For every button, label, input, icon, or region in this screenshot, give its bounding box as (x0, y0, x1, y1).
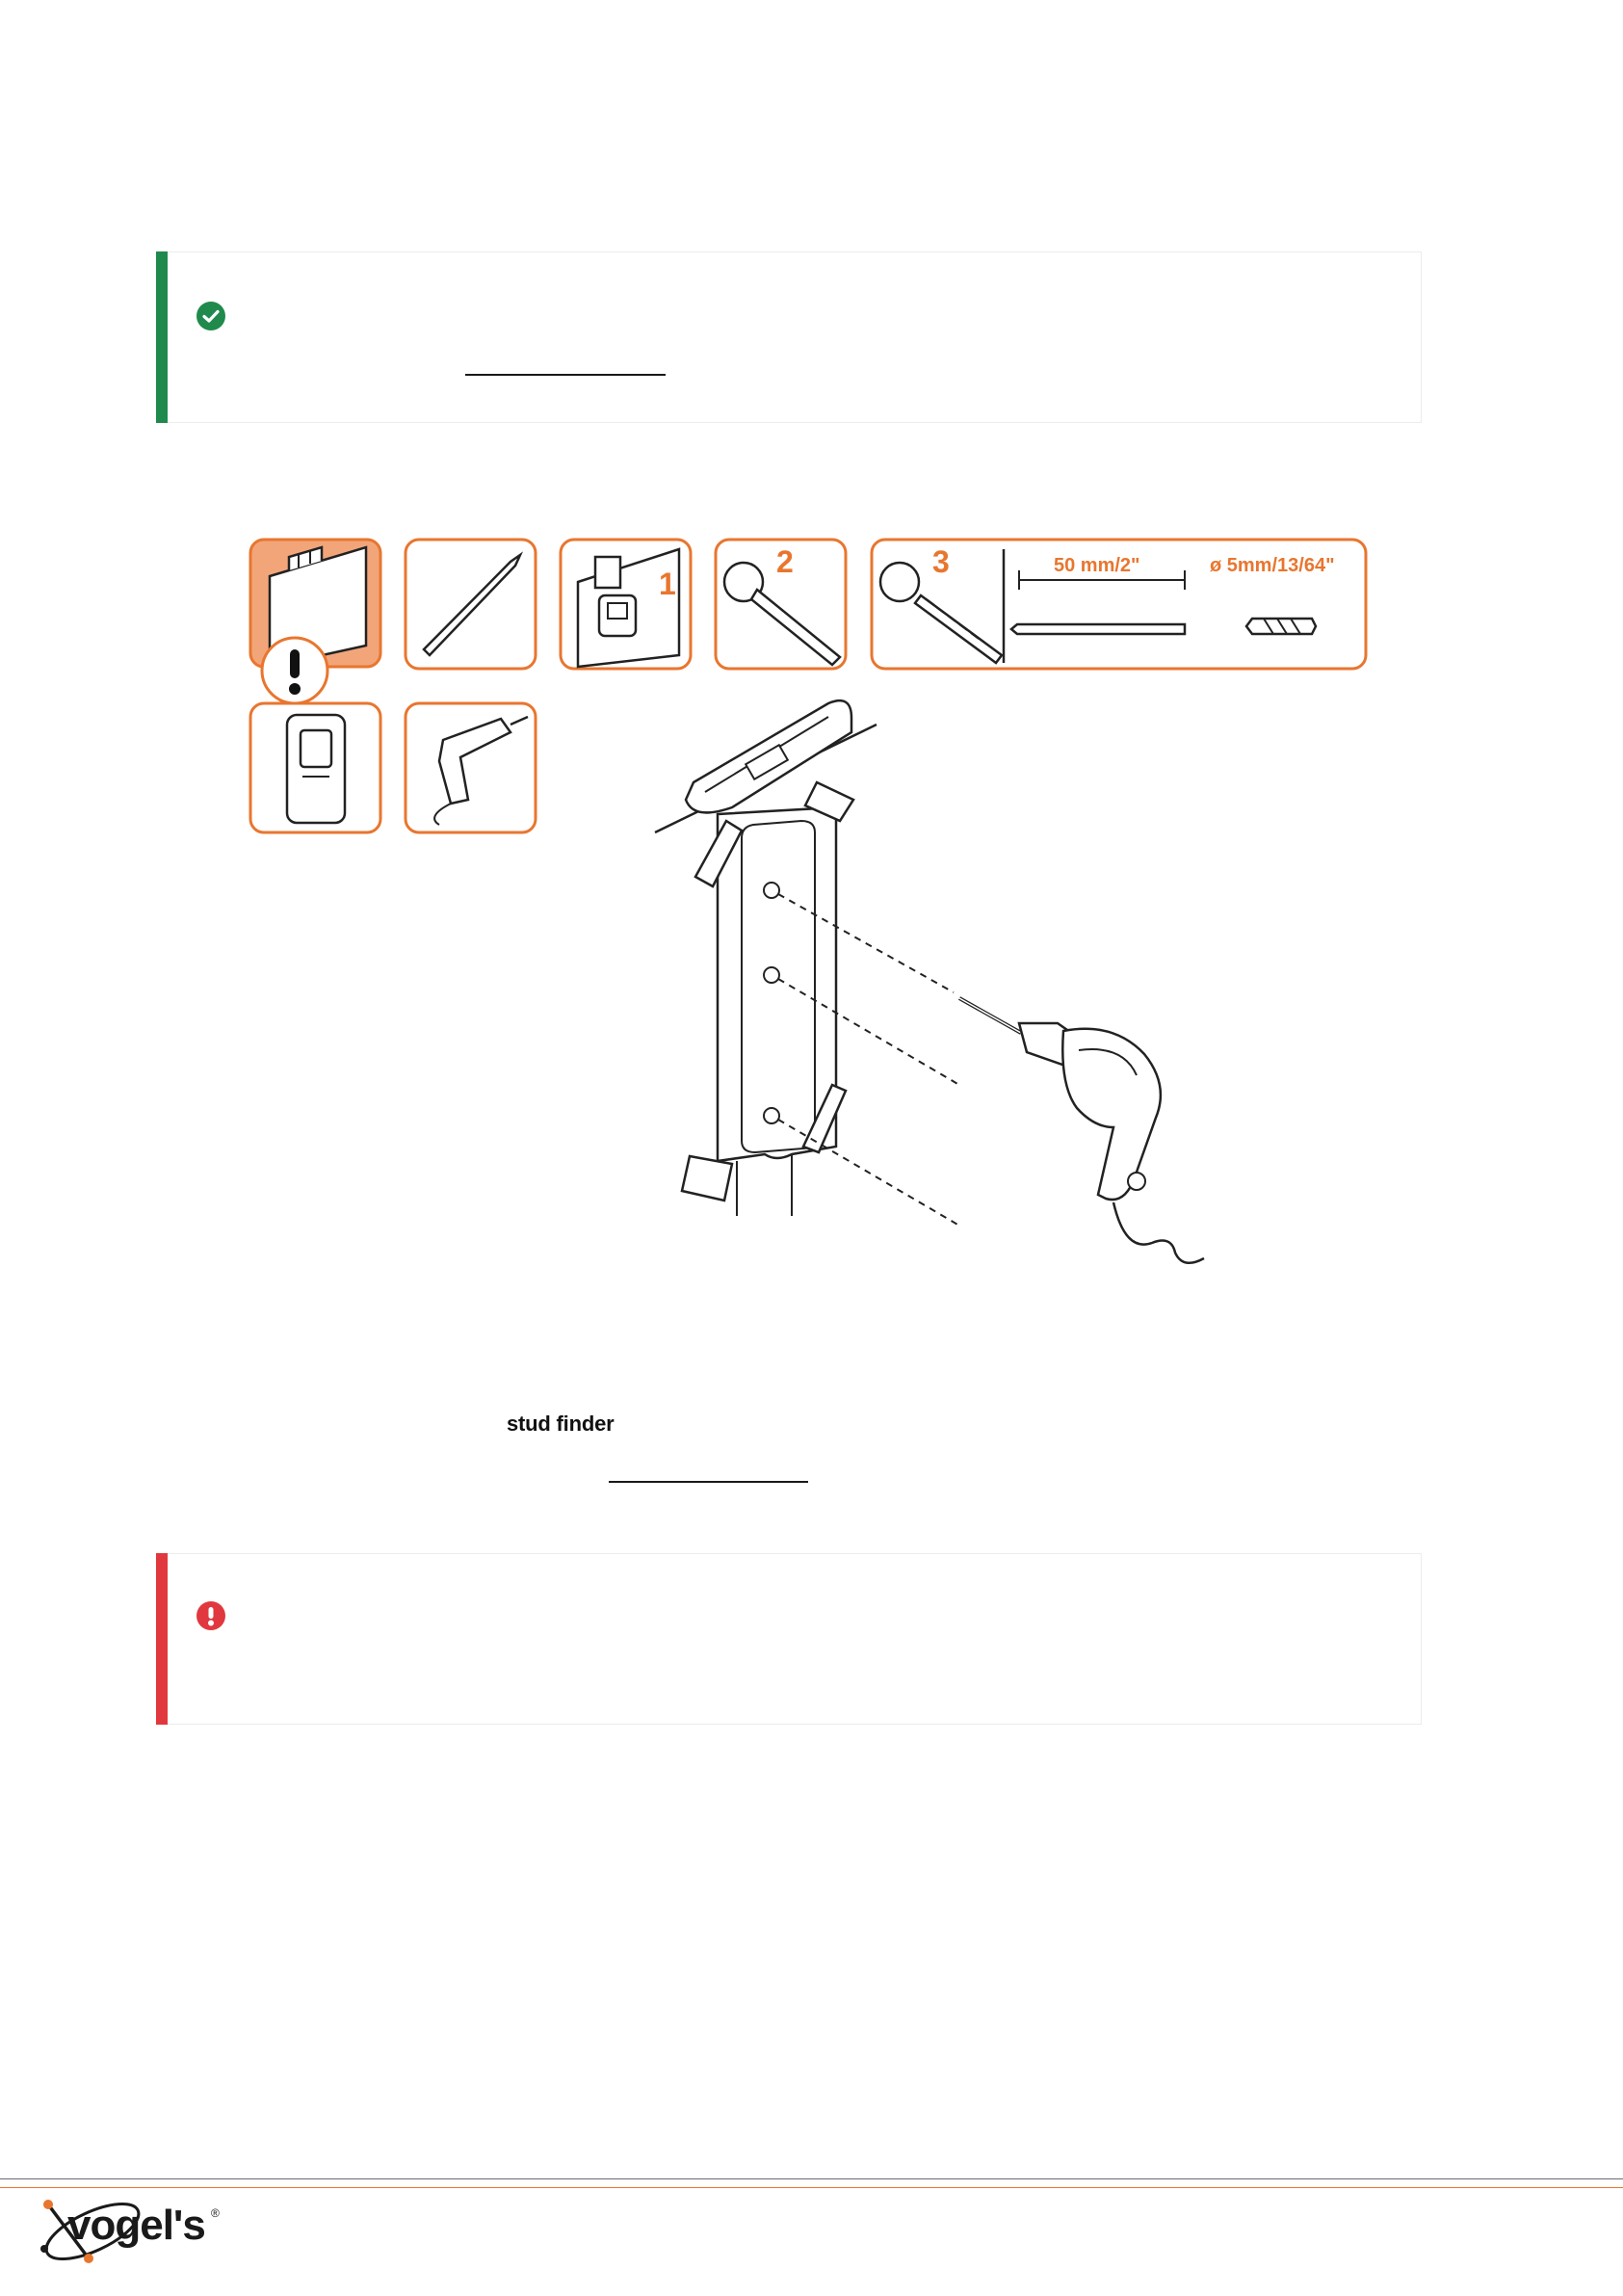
body-link-underline (609, 1481, 808, 1483)
step-3-label: 3 (932, 544, 950, 579)
footer-rule-accent (0, 2187, 1623, 2188)
exclamation-circle-icon (196, 1600, 226, 1631)
step-1-label: 1 (659, 567, 676, 601)
step-2-label: 2 (776, 544, 794, 579)
drill-depth-label: 50 mm/2" (1054, 555, 1140, 576)
logo-registered-mark: ® (211, 2206, 220, 2220)
footer-rule-top (0, 2178, 1623, 2179)
stud-finder-label: stud finder (507, 1412, 615, 1436)
pencil-panel (406, 540, 536, 669)
drilling-illustration (0, 674, 1623, 1301)
step-1-panel (561, 540, 691, 669)
warning-callout (156, 1553, 1422, 1725)
logo-wordmark: vogel's (67, 2202, 205, 2249)
warning-callout-bar (156, 1553, 168, 1725)
drill-diameter-label: ø 5mm/13/64" (1210, 555, 1335, 576)
